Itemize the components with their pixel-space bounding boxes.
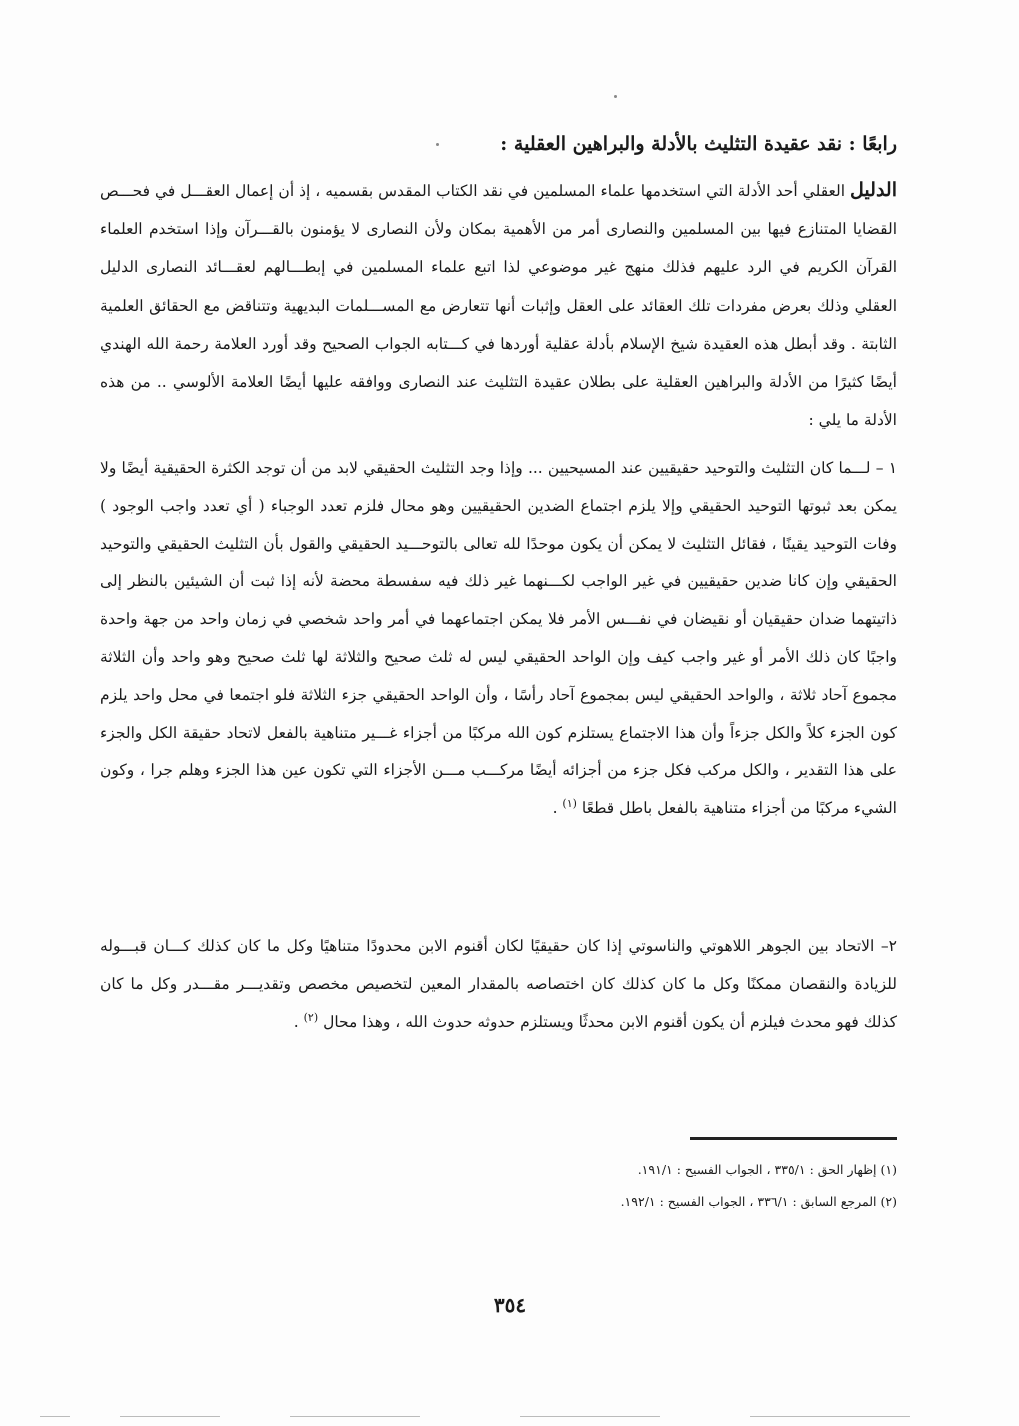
footnote: (٢) المرجع السابق : ٣٣٦/١ ، الجواب الفسيح : ١٩٢/١. <box>620 1194 897 1209</box>
intro-lead-word: الدليل <box>850 179 897 201</box>
intro-text: العقلي أحد الأدلة التي استخدمها علماء المسلمين في نقد الكتاب المقدس بقسميه ، إذ أن إعمال العقـــل في فحـــص القضايا المتنازع فيها بين المسلمين والنصارى أمر من الأهمية بمكان ولأن النصارى لا يؤمنون بالقـــرآن وإذا استخدم العلماء القرآن الكريم في الرد عليهم فذلك منهج غير موضوعي لذا اتبع علماء المسلمين في إبطـــالهم لعقـــائد النصارى الدليل العقلي وذلك بعرض مفردات تلك العقائد على العقل وإثبات أنها تتعارض مع المســـلمات البديهية وتتناقض مع الحقائق العلمية الثابتة . وقد أبطل هذه العقيدة شيخ الإسلام بأدلة عقلية أوردها في كـــتابه الجواب الصحيح وقد أورد العلامة رحمة الله الهندي أيضًا كثيرًا من الأدلة والبراهين العقلية على بطلان عقيدة التثليث عند النصارى ووافقه عليها أيضًا العلامة الألوسي .. من هذه الأدلة ما يلي : <box>100 182 897 430</box>
footnote-reference: (١) <box>562 797 577 811</box>
scan-edge-mark <box>40 1416 70 1417</box>
scan-edge-mark <box>520 1416 660 1417</box>
scan-edge-mark <box>120 1416 220 1417</box>
list-item-number: ٢– <box>880 937 897 955</box>
footnote: (١) إظهار الحق : ٣٣٥/١ ، الجواب الفسيح : ١٩١/١. <box>637 1162 897 1177</box>
footnote-reference: (٢) <box>303 1010 319 1024</box>
list-item-number: ١ – <box>875 459 898 477</box>
list-item: ١ – لـــما كان التثليث والتوحيد حقيقيين عند المسيحيين ... وإذا وجد التثليث الحقيقي لابد من أن توجد الكثرة الحقيقية أيضًا ولا يمكن بعد ثبوتها التوحيد الحقيقي وإلا يلزم اجتماع الضدين الحقيقيين وهو محال فلزم تعدد الوجباء ( أي تعدد واجب الوجود ) وفات التوحيد يقينًا ، فقائل التثليث لا يمكن أن يكون موحدًا لله تعالى بالتوحـــيد الحقيقي والقول بأن التثليث الحقيقي والتوحيد الحقيقي وإن كانا ضدين حقيقيين في غير الواجب لكـــنهما غير ذلك فيه سفسطة محضة لأنه إذا ثبت أن الشيئين بالنظر إلى ذاتيتهما ضدان حقيقيان أو نقيضان في نفـــس الأمر فلا يمكن اجتماعهما في أمر واحد شخصي في زمان واحد من جهة واحدة واجبًا كان ذلك الأمر أو غير واجب كيف وإن الواحد الحقيقي ليس له ثلث صحيح والثلاثة لها ثلث صحيح وهو واحد وأن الثلاثة مجموع آحاد ثلاثة ، والواحد الحقيقي ليس بمجموع آحاد رأسًا ، وأن الواحد الحقيقي جزء الثلاثة فلو اجتمعا في محل واحد يلزم كون الجزء كلاً والكل جزءاً وأن هذا الاجتماع يستلزم كون الله مركبًا من أجزاء غـــير متناهية بالفعل لاتحاد حقيقة الكل والجزء على هذا التقدير ، والكل مركب فكل جزء من أجزائه أيضًا مركـــب مـــن الأجزاء التي تكون عين هذا الجزء وهلم جرا ، وكون الشيء مركبًا من أجزاء متناهية بالفعل باطل قطعًا $^{(١)}$ . <box>100 459 898 818</box>
page-number: ٣٥٤ <box>493 1293 527 1317</box>
scan-edge-mark <box>750 1416 910 1417</box>
list-item-text: الاتحاد بين الجوهر اللاهوتي والناسوتي إذا كان حقيقيًا لكان أقنوم الابن محدودًا متناهيًا وكل ما كان كذلك كـــان قبـــوله للزيادة والنقصان ممكنًا وكل ما كان كذلك كان اختصاصه بالمقدار المعين لتخصيص مخصص وتقديـــر مقـــدر وكل ما كان كذلك فهو محدث فيلزم أن يكون أقنوم الابن محدثًا ويستلزم حدوثه حدوث الله ، وهذا محال <box>100 937 897 1031</box>
scan-edge-mark <box>290 1416 420 1417</box>
section-heading: رابعًا : نقد عقيدة التثليث بالأدلة والبراهين العقلية : <box>500 133 897 155</box>
list-item-text: لـــما كان التثليث والتوحيد حقيقيين عند المسيحيين ... وإذا وجد التثليث الحقيقي لابد من أن توجد الكثرة الحقيقية أيضًا ولا يمكن بعد ثبوتها التوحيد الحقيقي وإلا يلزم اجتماع الضدين الحقيقيين وهو محال فلزم تعدد الوجباء ( أي تعدد واجب الوجود ) وفات التوحيد يقينًا ، فقائل التثليث لا يمكن أن يكون موحدًا لله تعالى بالتوحـــيد الحقيقي والقول بأن التثليث الحقيقي والتوحيد الحقيقي وإن كانا ضدين حقيقيين في غير الواجب لكـــنهما غير ذلك فيه سفسطة محضة لأنه إذا ثبت أن الشيئين بالنظر إلى ذاتيتهما ضدان حقيقيان أو نقيضان في نفـــس الأمر فلا يمكن اجتماعهما في أمر واحد شخصي في زمان واحد من جهة واحدة واجبًا كان ذلك الأمر أو غير واجب كيف وإن الواحد الحقيقي ليس له ثلث صحيح والثلاثة لها ثلث صحيح وهو واحد وأن الثلاثة مجموع آحاد ثلاثة ، والواحد الحقيقي ليس بمجموع آحاد رأسًا ، وأن الواحد الحقيقي جزء الثلاثة فلو اجتمعا في محل واحد يلزم كون الجزء كلاً والكل جزءاً وأن هذا الاجتماع يستلزم كون الله مركبًا من أجزاء غـــير متناهية بالفعل لاتحاد حقيقة الكل والجزء على هذا التقدير ، والكل مركب فكل جزء من أجزائه أيضًا مركـــب مـــن الأجزاء التي تكون عين هذا الجزء وهلم جرا ، وكون الشيء مركبًا من أجزاء متناهية بالفعل باطل قطعًا <box>100 459 897 818</box>
footnote-divider <box>690 1137 897 1140</box>
list-item: ٢– الاتحاد بين الجوهر اللاهوتي والناسوتي إذا كان حقيقيًا لكان أقنوم الابن محدودًا متناهيًا وكل ما كان كذلك كـــان قبـــوله للزيادة والنقصان ممكنًا وكل ما كان كذلك كان اختصاصه بالمقدار المعين لتخصيص مخصص وتقديـــر مقـــدر وكل ما كان كذلك فهو محدث فيلزم أن يكون أقنوم الابن محدثًا ويستلزم حدوثه حدوث الله ، وهذا محال $^{(٢)}$ . <box>100 937 897 1031</box>
scan-speck <box>614 95 617 98</box>
intro-paragraph <box>100 171 897 439</box>
